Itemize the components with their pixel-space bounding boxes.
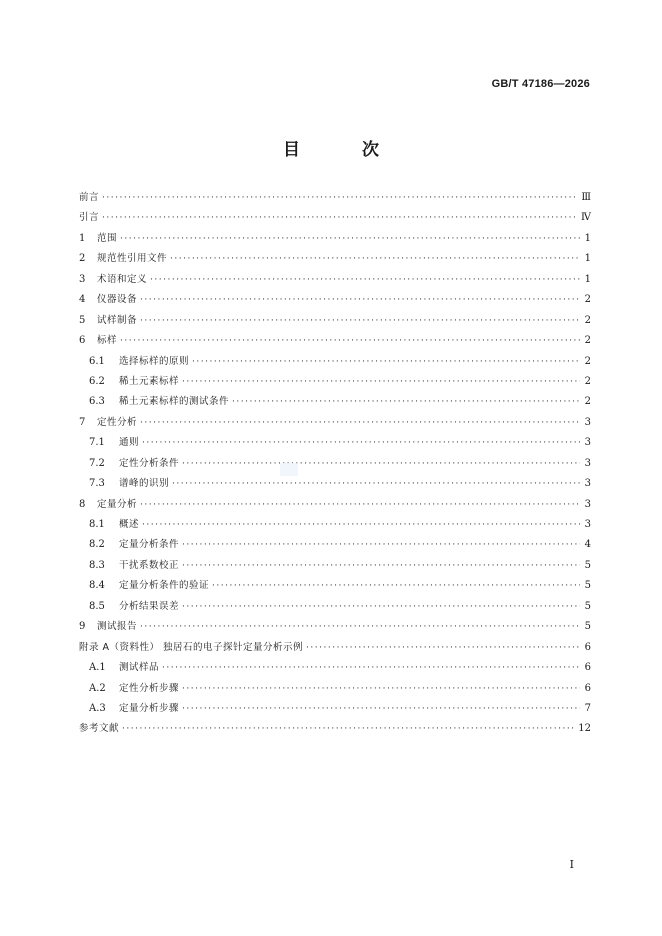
toc-entry-number: 8.3 bbox=[89, 559, 105, 571]
toc-entry[interactable] bbox=[79, 699, 591, 719]
dot-leader bbox=[182, 556, 580, 576]
toc-entry-number: 6.2 bbox=[89, 375, 105, 387]
dot-leader bbox=[140, 617, 580, 637]
dot-leader bbox=[140, 413, 580, 433]
toc-entry-page: 5 bbox=[584, 621, 591, 633]
toc-entry-page: 3 bbox=[584, 437, 591, 449]
dot-leader bbox=[182, 454, 580, 474]
dot-leader bbox=[142, 433, 580, 453]
toc-entry-title: 范围 bbox=[97, 232, 118, 244]
toc-entry-title: 试样制备 bbox=[97, 314, 138, 326]
toc-entry[interactable] bbox=[79, 495, 591, 515]
toc-entry-title: 定量分析条件 bbox=[119, 539, 180, 551]
toc-entry-title: 测试样品 bbox=[119, 662, 160, 674]
toc-entry[interactable] bbox=[79, 331, 591, 351]
toc-entry-title: 稀土元素标样的测试条件 bbox=[119, 396, 230, 408]
page-number: Ⅰ bbox=[569, 858, 574, 871]
table-of-contents bbox=[79, 188, 591, 740]
toc-entry-number: A.1 bbox=[89, 662, 106, 674]
toc-entry-title: 前言 bbox=[79, 192, 100, 203]
toc-entry[interactable] bbox=[79, 658, 591, 678]
toc-entry-title: 通则 bbox=[119, 437, 140, 449]
toc-entry-page: 6 bbox=[584, 682, 591, 694]
toc-entry[interactable] bbox=[79, 433, 591, 453]
toc-entry-number: A.3 bbox=[89, 702, 106, 714]
toc-entry-title: 干扰系数校正 bbox=[119, 559, 180, 571]
toc-entry-page: 1 bbox=[584, 273, 591, 285]
toc-entry-page: 3 bbox=[584, 478, 591, 490]
standard-code: GB/T 47186—2026 bbox=[491, 78, 590, 90]
dot-leader bbox=[182, 699, 580, 719]
toc-entry[interactable] bbox=[79, 576, 591, 596]
dot-leader bbox=[120, 331, 580, 351]
dot-leader bbox=[212, 576, 580, 596]
dot-leader bbox=[172, 474, 580, 494]
toc-entry-number: 8.5 bbox=[89, 600, 105, 612]
toc-entry-page: 2 bbox=[584, 335, 591, 347]
toc-entry-title: 规范性引用文件 bbox=[97, 253, 168, 265]
toc-entry-title: 测试报告 bbox=[97, 621, 138, 633]
dot-leader bbox=[102, 188, 578, 208]
toc-entry[interactable] bbox=[79, 679, 591, 699]
toc-entry-page: 4 bbox=[584, 539, 591, 551]
toc-entry-number: A.2 bbox=[89, 682, 106, 694]
dot-leader bbox=[192, 352, 580, 372]
toc-entry-page: Ⅲ bbox=[581, 192, 591, 203]
toc-entry[interactable] bbox=[79, 208, 591, 228]
dot-leader bbox=[122, 719, 575, 739]
toc-entry[interactable] bbox=[79, 249, 591, 269]
dot-leader bbox=[162, 658, 580, 678]
toc-entry-page: 7 bbox=[584, 702, 591, 714]
dot-leader bbox=[232, 392, 580, 412]
toc-entry[interactable] bbox=[79, 290, 591, 310]
page-title: 目 次 bbox=[283, 140, 407, 160]
toc-entry-title: 仪器设备 bbox=[97, 294, 138, 306]
toc-entry[interactable] bbox=[79, 352, 591, 372]
toc-entry-number: 8.4 bbox=[89, 580, 105, 592]
toc-entry[interactable] bbox=[79, 372, 591, 392]
toc-entry[interactable] bbox=[79, 597, 591, 617]
dot-leader bbox=[140, 495, 580, 515]
toc-entry[interactable] bbox=[79, 515, 591, 535]
dot-leader bbox=[170, 249, 580, 269]
toc-entry[interactable] bbox=[79, 474, 591, 494]
toc-entry-number: 5 bbox=[79, 314, 86, 326]
toc-entry[interactable] bbox=[79, 392, 591, 412]
toc-entry-page: 3 bbox=[584, 416, 591, 428]
watermark-mark bbox=[280, 463, 298, 476]
toc-entry-number: 4 bbox=[79, 294, 86, 306]
toc-entry-page: 2 bbox=[584, 375, 591, 387]
toc-entry-number: 1 bbox=[79, 232, 86, 244]
toc-entry-page: 6 bbox=[584, 641, 591, 653]
toc-entry-title: 概述 bbox=[119, 519, 140, 530]
toc-entry[interactable] bbox=[79, 413, 591, 433]
toc-entry-page: 5 bbox=[584, 580, 591, 592]
toc-entry-number: 3 bbox=[79, 273, 86, 285]
dot-leader bbox=[140, 290, 580, 310]
toc-entry[interactable] bbox=[79, 188, 591, 208]
dot-leader bbox=[120, 229, 580, 249]
toc-entry[interactable] bbox=[79, 719, 591, 739]
toc-entry[interactable] bbox=[79, 556, 591, 576]
toc-entry-title: 定性分析 bbox=[97, 416, 138, 428]
toc-entry-page: 3 bbox=[584, 498, 591, 510]
toc-entry[interactable] bbox=[79, 229, 591, 249]
toc-entry-title: 定性分析步骤 bbox=[119, 682, 180, 694]
toc-entry-page: 1 bbox=[584, 253, 591, 265]
toc-entry-title: 定性分析条件 bbox=[119, 457, 180, 469]
toc-entry-page: Ⅳ bbox=[581, 212, 591, 224]
toc-entry-title: 选择标样的原则 bbox=[119, 355, 190, 367]
dot-leader bbox=[182, 372, 580, 392]
toc-entry-number: 6.3 bbox=[89, 396, 105, 408]
dot-leader bbox=[306, 638, 580, 658]
toc-entry-title: 谱峰的识别 bbox=[119, 478, 170, 490]
toc-entry-page: 6 bbox=[584, 662, 591, 674]
toc-entry-number: 8 bbox=[79, 498, 86, 510]
toc-entry-page: 12 bbox=[578, 723, 591, 735]
toc-entry-page: 2 bbox=[584, 294, 591, 306]
toc-entry-title: 定量分析条件的验证 bbox=[119, 580, 210, 592]
toc-entry-page: 5 bbox=[584, 559, 591, 571]
toc-entry-number: 6.1 bbox=[89, 355, 105, 367]
toc-entry-title: 标样 bbox=[97, 335, 118, 347]
toc-entry-title: 稀土元素标样 bbox=[119, 375, 180, 387]
toc-entry-number: 7 bbox=[79, 416, 86, 428]
toc-entry-title: 定量分析步骤 bbox=[119, 702, 180, 714]
toc-entry-number: 8.2 bbox=[89, 539, 105, 551]
toc-entry-page: 2 bbox=[584, 314, 591, 326]
toc-entry-number: 6 bbox=[79, 335, 86, 347]
toc-entry-page: 3 bbox=[584, 457, 591, 469]
toc-entry[interactable] bbox=[79, 535, 591, 555]
toc-entry-number: 7.3 bbox=[89, 478, 105, 490]
toc-entry[interactable] bbox=[79, 270, 591, 290]
toc-entry-title: 参考文献 bbox=[79, 723, 120, 735]
toc-entry-page: 3 bbox=[584, 519, 591, 530]
dot-leader bbox=[150, 270, 580, 290]
dot-leader bbox=[182, 597, 580, 617]
toc-entry-number: 8.1 bbox=[89, 519, 105, 530]
toc-entry-title: 附录 A（资料性） 独居石的电子探针定量分析示例 bbox=[79, 641, 304, 653]
toc-entry-title: 术语和定义 bbox=[97, 273, 148, 285]
dot-leader bbox=[140, 311, 580, 331]
toc-entry[interactable] bbox=[79, 311, 591, 331]
toc-entry-number: 7.1 bbox=[89, 437, 105, 449]
toc-entry-number: 2 bbox=[79, 253, 86, 265]
toc-entry-title: 分析结果误差 bbox=[119, 600, 180, 612]
toc-entry-page: 2 bbox=[584, 396, 591, 408]
dot-leader bbox=[102, 208, 578, 228]
dot-leader bbox=[142, 515, 580, 535]
toc-entry[interactable] bbox=[79, 617, 591, 637]
toc-entry-number: 7.2 bbox=[89, 457, 105, 469]
dot-leader bbox=[182, 679, 580, 699]
toc-entry-page: 2 bbox=[584, 355, 591, 367]
toc-entry[interactable] bbox=[79, 454, 591, 474]
toc-entry[interactable] bbox=[79, 638, 591, 658]
dot-leader bbox=[182, 535, 580, 555]
toc-entry-title: 定量分析 bbox=[97, 498, 138, 510]
toc-entry-page: 1 bbox=[584, 232, 591, 244]
toc-entry-number: 9 bbox=[79, 621, 86, 633]
toc-entry-page: 5 bbox=[584, 600, 591, 612]
toc-entry-title: 引言 bbox=[79, 212, 100, 224]
